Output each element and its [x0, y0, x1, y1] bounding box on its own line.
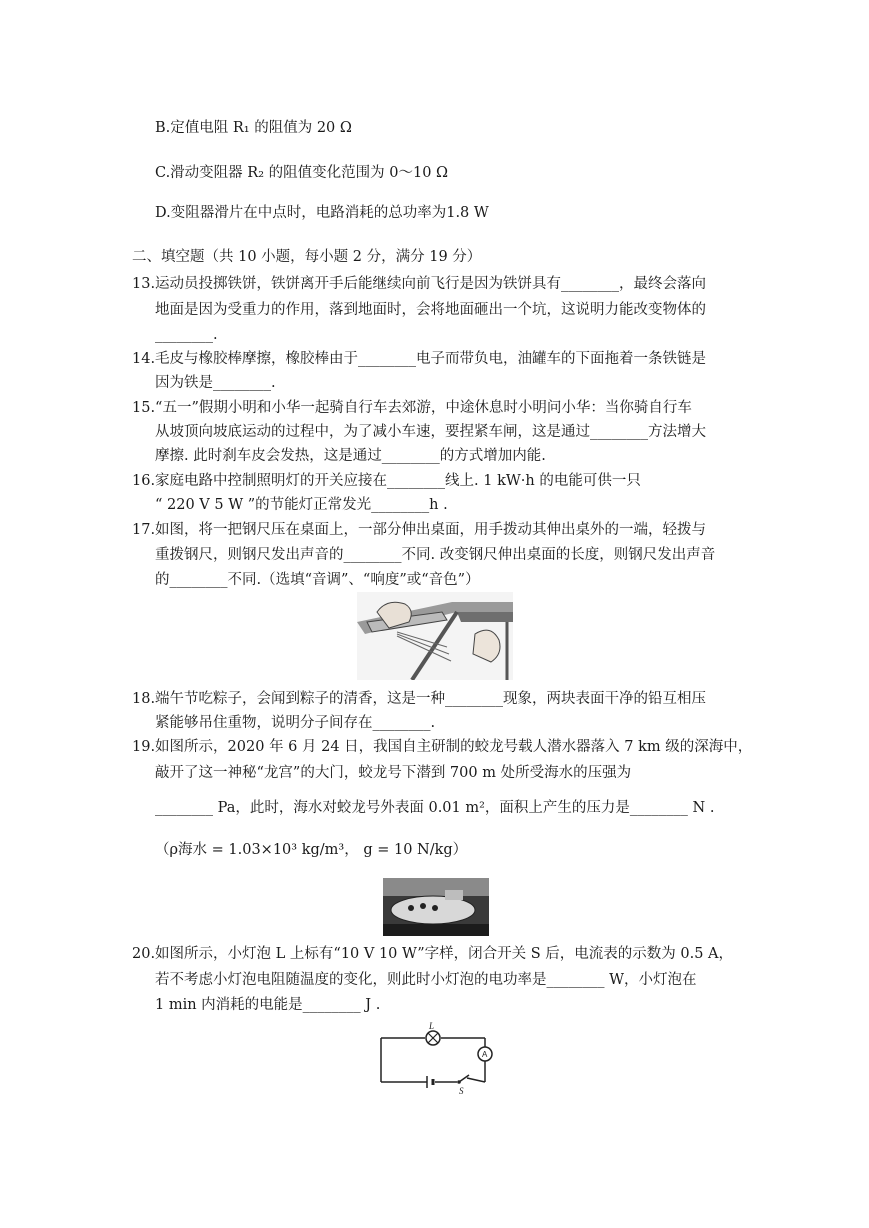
q20-line1: 20.如图所示，小灯泡 L 上标有“10 V 10 W”字样，闭合开关 S 后，电流表的示数为 0.5 A，	[132, 946, 734, 962]
q18-line2: 紧能够吊住重物，说明分子间存在________.	[155, 715, 436, 731]
q19-line3: ________ Pa，此时，海水对蛟龙号外表面 0.01 m²，面积上产生的压力是________ N .	[155, 800, 715, 816]
option-c: C.滑动变阻器 R₂ 的阻值变化范围为 0～10 Ω	[155, 165, 449, 181]
q17-line2: 重拨钢尺，则钢尺发出声音的________不同. 改变钢尺伸出桌面的长度，则钢尺发出声音	[155, 547, 716, 563]
q13-line1: 13.运动员投掷铁饼，铁饼离开手后能继续向前飞行是因为铁饼具有________，最终会落向	[132, 276, 707, 292]
submersible-photo	[383, 878, 489, 936]
ruler-desk-figure	[357, 592, 513, 680]
q14-line1: 14.毛皮与橡胶棒摩擦，橡胶棒由于________电子而带负电，油罐车的下面拖着一条铁链是	[132, 351, 707, 367]
lamp-symbol	[426, 1031, 440, 1045]
q14-line2: 因为铁是________.	[155, 375, 276, 391]
q13-line2: 地面是因为受重力的作用，落到地面时，会将地面砸出一个坑，这说明力能改变物体的	[155, 302, 706, 318]
q16-line1: 16.家庭电路中控制照明灯的开关应接在________线上. 1 kW·h 的电能可供一只	[132, 473, 641, 489]
ammeter-label: A	[482, 1050, 488, 1059]
q17-line1: 17.如图，将一把钢尺压在桌面上，一部分伸出桌面，用手拨动其伸出桌外的一端，轻拨与	[132, 522, 707, 538]
switch-symbol	[457, 1075, 469, 1084]
circuit-diagram	[375, 1022, 495, 1096]
q20-line3: 1 min 内消耗的电能是________ J .	[155, 997, 381, 1013]
lamp-label: L	[429, 1022, 435, 1031]
q15-line1: 15.“五一”假期小明和小华一起骑自行车去郊游，中途休息时小明问小华：当你骑自行车	[132, 400, 692, 416]
q15-line3: 摩擦. 此时刹车皮会发热，这是通过________的方式增加内能.	[155, 448, 546, 464]
q19-line1: 19.如图所示，2020 年 6 月 24 日，我国自主研制的蛟龙号载人潜水器落入 7 km 级的深海中，	[132, 739, 753, 755]
q15-line2: 从坡顶向坡底运动的过程中，为了减小车速，要捏紧车闸，这是通过________方法增大	[155, 424, 706, 440]
q20-line2: 若不考虑小灯泡电阻随温度的变化，则此时小灯泡的电功率是________ W，小灯泡在	[155, 972, 697, 988]
section-heading: 二、填空题（共 10 小题，每小题 2 分，满分 19 分）	[132, 249, 482, 265]
q19-line4: （ρ海水 = 1.03×10³ kg/m³， g = 10 N/kg）	[155, 842, 468, 858]
q13-line3: ________.	[155, 327, 218, 343]
option-d: D.变阻器滑片在中点时，电路消耗的总功率为1.8 W	[155, 205, 489, 221]
option-b: B.定值电阻 R₁ 的阻值为 20 Ω	[155, 120, 352, 136]
battery-symbol	[427, 1076, 433, 1088]
switch-label: S	[459, 1086, 464, 1096]
q18-line1: 18.端午节吃粽子，会闻到粽子的清香，这是一种________现象，两块表面干净的铅互相压	[132, 691, 707, 707]
q19-line2: 敲开了这一神秘“龙宫”的大门，蛟龙号下潜到 700 m 处所受海水的压强为	[155, 765, 632, 781]
q17-line3: 的________不同.（选填“音调”、“响度”或“音色”）	[155, 572, 480, 588]
q16-line2: “ 220 V 5 W ”的节能灯正常发光________h .	[155, 497, 448, 513]
